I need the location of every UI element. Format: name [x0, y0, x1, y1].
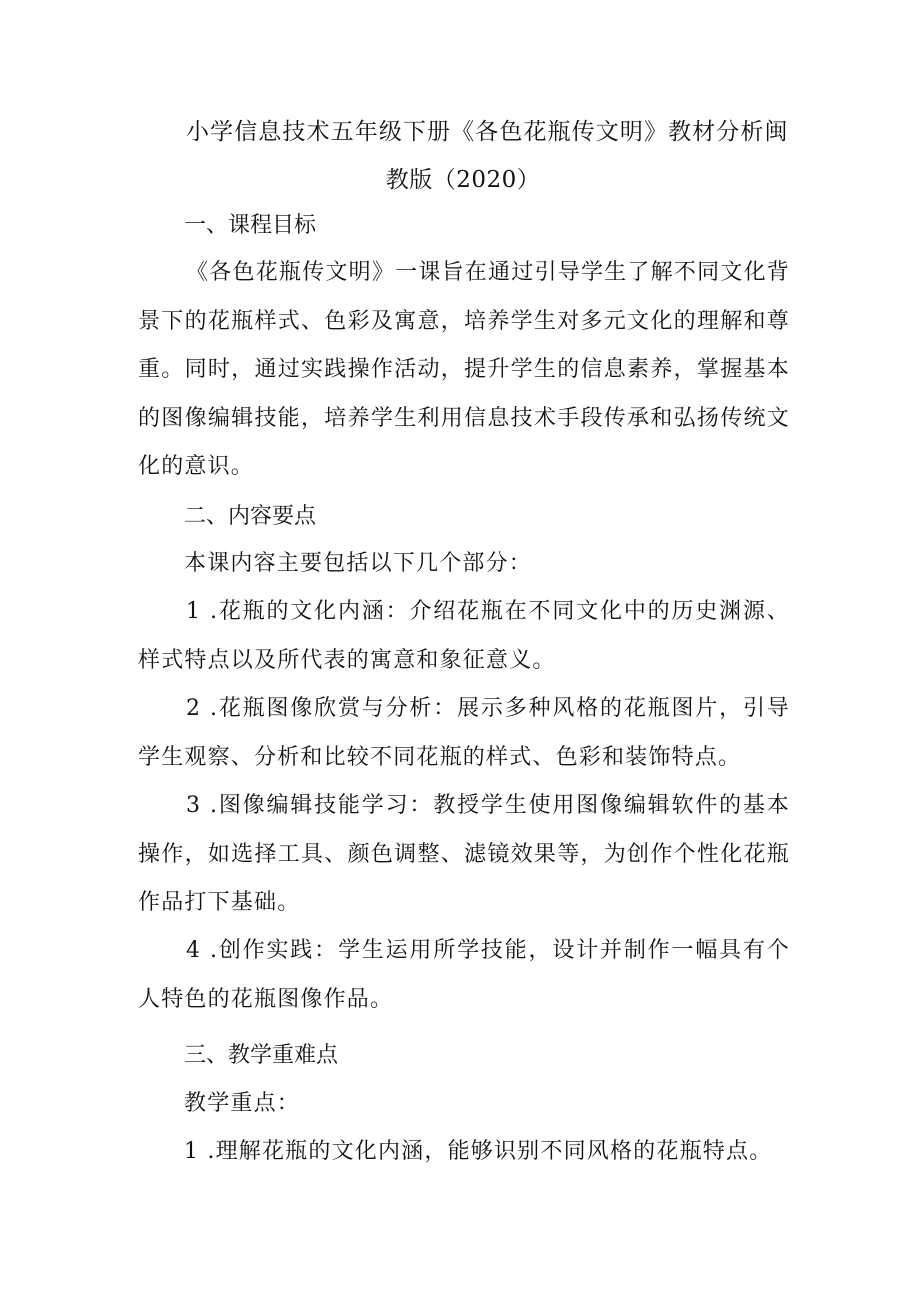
document-title: 小学信息技术五年级下册《各色花瓶传文明》教材分析闽教版（2020） — [186, 119, 788, 193]
key-points-subheading: 教学重点： — [184, 1091, 301, 1116]
section-heading-content-points: 二、内容要点 — [184, 504, 317, 529]
content-item-3: 3 .图像编辑技能学习：教授学生使用图像编辑软件的基本操作，如选择工具、颜色调整、滤镜效果等，为创作个性化花瓶作品打下基础。 — [138, 793, 790, 915]
content-item-2: 2 .花瓶图像欣赏与分析：展示多种风格的花瓶图片，引导学生观察、分析和比较不同花瓶的样式、色彩和装饰特点。 — [138, 696, 790, 770]
content-item-4: 4 .创作实践：学生运用所学技能，设计并制作一幅具有个人特色的花瓶图像作品。 — [138, 938, 790, 1012]
content-intro: 本课内容主要包括以下几个部分： — [184, 551, 533, 576]
course-goals-paragraph: 《各色花瓶传文明》一课旨在通过引导学生了解不同文化背景下的花瓶样式、色彩及寓意，培养学生对多元文化的理解和尊重。同时，通过实践操作活动，提升学生的信息素养，掌握基本的图像编辑技能，培养学生利用信息技术手段传承和弘扬传统文化的意识。 — [138, 260, 790, 479]
section-heading-course-goals: 一、课程目标 — [184, 213, 317, 238]
key-point-item-1: 1 .理解花瓶的文化内涵，能够识别不同风格的花瓶特点。 — [184, 1139, 773, 1164]
content-item-1: 1 .花瓶的文化内涵：介绍花瓶在不同文化中的历史渊源、样式特点以及所代表的寓意和象征意义。 — [138, 599, 790, 673]
section-heading-key-difficulties: 三、教学重难点 — [184, 1043, 339, 1068]
